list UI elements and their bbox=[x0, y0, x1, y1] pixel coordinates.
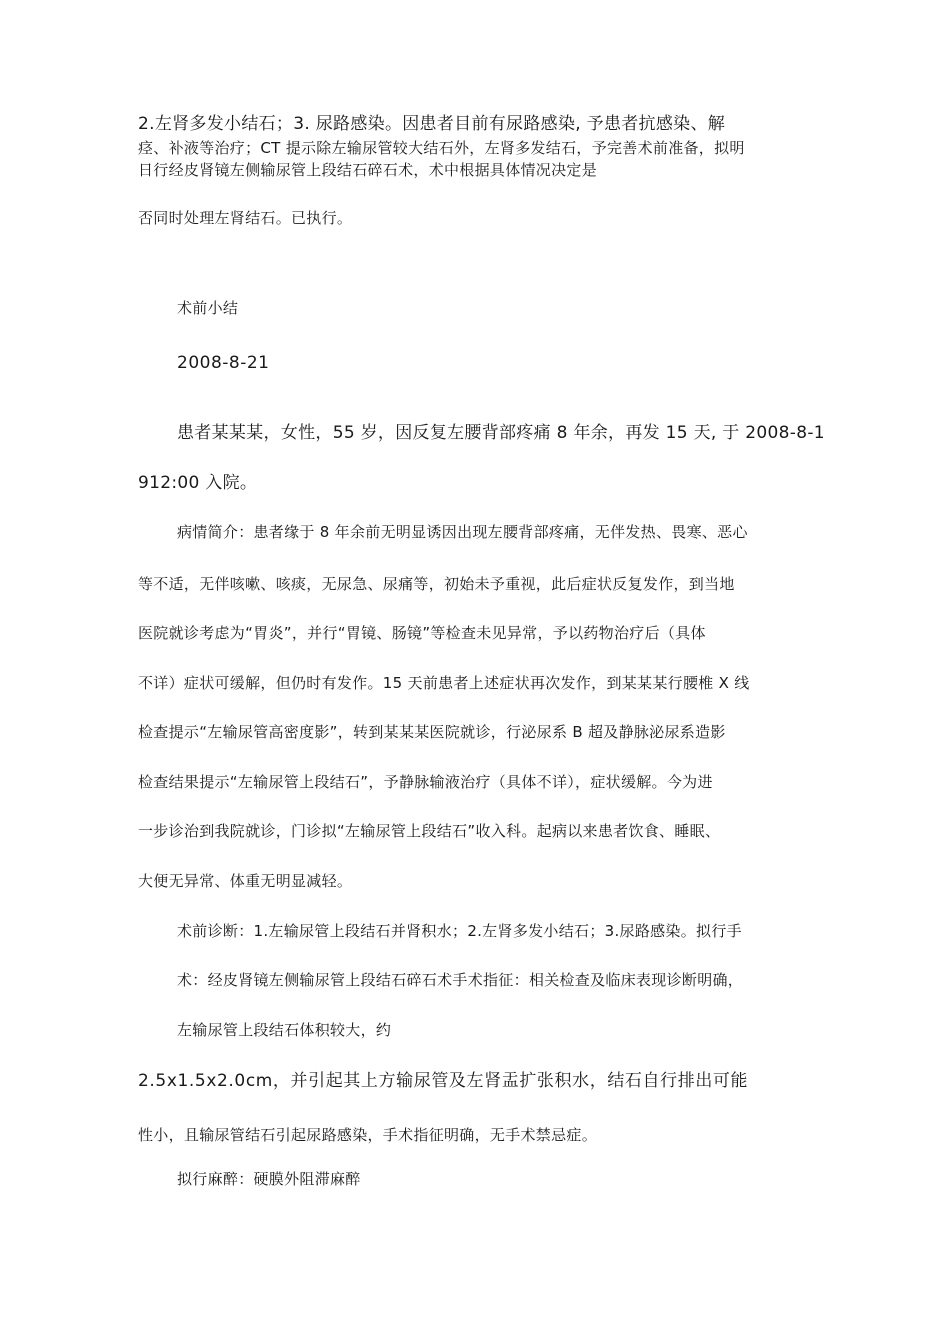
history-line-2: 等不适，无伴咳嗽、咳痰，无尿急、尿痛等，初始未予重视，此后症状反复发作，到当地 bbox=[138, 575, 735, 593]
diagnosis-line-4: 2.5x1.5x2.0cm，并引起其上方输尿管及左肾盂扩张积水，结石自行排出可能 bbox=[138, 1071, 749, 1091]
patient-intro-line-1: 患者某某某，女性，55 岁，因反复左腰背部疼痛 8 年余，再发 15 天, 于 2008-8-1 bbox=[177, 423, 825, 443]
top-paragraph-line-4: 否同时处理左肾结石。已执行。 bbox=[138, 209, 353, 227]
section-date: 2008-8-21 bbox=[177, 353, 270, 373]
history-line-1: 病情简介：患者缘于 8 年余前无明显诱因出现左腰背部疼痛，无伴发热、畏寒、恶心 bbox=[177, 523, 748, 541]
diagnosis-line-5: 性小，且输尿管结石引起尿路感染，手术指征明确，无手术禁忌症。 bbox=[138, 1126, 598, 1144]
history-line-4: 不详）症状可缓解，但仍时有发作。15 天前患者上述症状再次发作，到某某某行腰椎 X 线 bbox=[138, 674, 750, 692]
history-line-7: 一步诊治到我院就诊，门诊拟“左输尿管上段结石”收入科。起病以来患者饮食、睡眠、 bbox=[138, 822, 721, 840]
history-line-3: 医院就诊考虑为“胃炎”，并行“胃镜、肠镜”等检查未见异常，予以药物治疗后（具体 bbox=[138, 624, 706, 642]
top-paragraph-line-3: 日行经皮肾镜左侧输尿管上段结石碎石术，术中根据具体情况决定是 bbox=[138, 161, 598, 179]
top-paragraph-line-1: 2.左肾多发小结石；3. 尿路感染。因患者目前有尿路感染, 予患者抗感染、解 bbox=[138, 114, 726, 134]
anesthesia-line: 拟行麻醉：硬膜外阻滞麻醉 bbox=[177, 1170, 361, 1188]
history-line-8: 大便无异常、体重无明显减轻。 bbox=[138, 872, 353, 890]
section-title: 术前小结 bbox=[177, 299, 239, 317]
history-line-5: 检查提示“左输尿管高密度影”，转到某某某医院就诊，行泌尿系 B 超及静脉泌尿系造影 bbox=[138, 723, 726, 741]
history-line-6: 检查结果提示“左输尿管上段结石”，予静脉输液治疗（具体不详），症状缓解。今为进 bbox=[138, 773, 713, 791]
diagnosis-line-2: 术：经皮肾镜左侧输尿管上段结石碎石术手术指征：相关检查及临床表现诊断明确， bbox=[177, 971, 744, 989]
patient-intro-line-2: 912:00 入院。 bbox=[138, 473, 258, 493]
diagnosis-line-3: 左输尿管上段结石体积较大，约 bbox=[177, 1021, 392, 1039]
diagnosis-line-1: 术前诊断：1.左输尿管上段结石并肾积水；2.左肾多发小结石；3.尿路感染。拟行手 bbox=[177, 922, 742, 940]
top-paragraph-line-2: 痉、补液等治疗；CT 提示除左输尿管较大结石外，左肾多发结石，予完善术前准备，拟明 bbox=[138, 139, 745, 157]
